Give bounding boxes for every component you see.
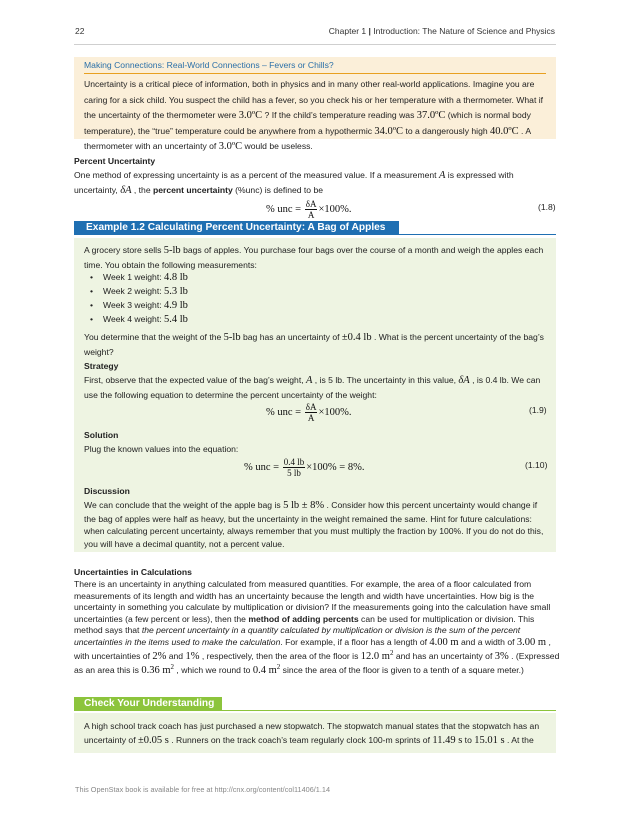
- text-run: ? If the child’s temperature reading was: [262, 110, 417, 120]
- text-run: One method of expressing uncertainty is as a percent of the measured value. If a measurement: [74, 170, 439, 180]
- header-rule: [74, 44, 556, 45]
- text-run: to a dangerously high: [403, 125, 491, 136]
- making-connections-title: Making Connections: Real-World Connections – Fevers or Chills?: [84, 60, 334, 70]
- eq-denominator: 5 lb: [287, 468, 301, 478]
- eq-lhs: % unc =: [266, 406, 304, 418]
- eq-numerator: 0.4 lb: [283, 457, 305, 467]
- example-title-rule: [399, 234, 556, 235]
- percent-uncertainty-heading: Percent Uncertainty: [74, 156, 156, 166]
- bold-term: method of adding percents: [248, 613, 359, 624]
- text-run: First, observe that the expected value of the bag’s weight,: [84, 375, 306, 385]
- check-understanding-text: [84, 719, 550, 748]
- example-title: Example 1.2 Calculating Percent Uncertainty: A Bag of Apples: [74, 221, 399, 235]
- weights-list: [84, 270, 188, 326]
- eq-rhs: ×100%.: [318, 406, 352, 418]
- text-run: can be used for multiplication or division. This method says that: [74, 613, 535, 635]
- text-run: , with uncertainties of: [74, 636, 551, 661]
- text-run: We can conclude that the weight of the apple bag is: [84, 500, 284, 510]
- equation-1-9: [266, 402, 352, 423]
- discussion-heading: Discussion: [84, 486, 130, 496]
- eq-rhs: ×100% = 8%.: [306, 461, 365, 473]
- math-inline: 40.0ºC: [490, 125, 519, 137]
- eq-denominator: A: [307, 210, 315, 220]
- math-inline: 5-lb: [163, 245, 181, 256]
- check-understanding-bar: [74, 697, 556, 711]
- text-run: A grocery store sells: [84, 245, 164, 255]
- equation-1-8: [266, 199, 352, 220]
- check-understanding-title: Check Your Understanding: [74, 697, 222, 711]
- text-run: . Runners on the track coach’s team regularly clock 100-m sprints of: [168, 735, 433, 745]
- math-inline: δA: [458, 375, 470, 386]
- math-inline: 3.0ºC: [238, 110, 263, 121]
- math-inline: 3.0ºC: [218, 141, 243, 152]
- text-run: . Consider how this percent uncertainty would change if the bag of apples were half as heavy, but the uncertainty in the weight remained the same. Hint for future calculations: when calculating percent uncertainty, always remember that you must multiply the fraction by 100%. If you do not do this, you will have a decimal quantity, not a percent value.: [84, 500, 544, 549]
- list-item: [103, 270, 188, 284]
- eq-rhs: ×100%.: [318, 203, 352, 215]
- eq-lhs: % unc =: [244, 461, 282, 473]
- math-inline: 11.49 s: [432, 735, 463, 746]
- math-inline: 0.36 m: [141, 665, 171, 677]
- superscript: 2: [276, 663, 281, 672]
- text-run: , respectively, then the area of the floor is: [199, 650, 361, 661]
- bold-term: percent uncertainty: [152, 185, 233, 195]
- text-run: , the: [131, 185, 153, 195]
- chapter-name: Introduction: The Nature of Science and Physics: [373, 26, 555, 36]
- eq-numerator: δA: [305, 199, 317, 209]
- text-run: , which we round to: [174, 665, 253, 676]
- week-value: 4.8 lb: [163, 272, 188, 283]
- example-intro: [84, 243, 546, 272]
- math-inline: 2%: [152, 650, 167, 662]
- math-inline: ±0.05 s: [137, 735, 169, 746]
- text-run: and a width of: [458, 636, 517, 647]
- math-inline: A: [438, 170, 446, 181]
- text-run: would be useless.: [242, 141, 313, 151]
- making-connections-box: [74, 57, 556, 152]
- equation-number-1-9: (1.9): [529, 405, 547, 415]
- math-inline: ±0.4 lb: [341, 332, 372, 343]
- math-inline: δA: [120, 185, 132, 196]
- solution-text: Plug the known values into the equation:: [84, 444, 239, 454]
- chapter-prefix: Chapter 1: [328, 26, 367, 36]
- chapter-title: [329, 24, 555, 38]
- equation-number-1-8: (1.8): [538, 202, 556, 212]
- list-item: [103, 298, 188, 312]
- uncertainties-calc-text: [74, 579, 560, 677]
- text-run: . A thermometer with an uncertainty of: [84, 125, 531, 151]
- text-run: There is an uncertainty in anything calculated from measured quantities. For example, the area of a floor calculated from measurements of its length and width has an uncertainty because the length and width have uncertainties. How big is the uncertainty in something you calculate by multiplication or division? If the measurements going into the calculation have small uncertainties (a few percent or less), then the: [74, 579, 551, 624]
- text-run: . For example, if a floor has a length of: [280, 636, 430, 647]
- eq-denominator: A: [307, 413, 315, 423]
- strategy-heading: Strategy: [84, 361, 119, 371]
- math-inline: 34.0ºC: [374, 125, 404, 137]
- page-number: 22: [75, 26, 85, 36]
- text-run: is expressed with uncertainty,: [74, 170, 514, 195]
- text-run: . (Expressed as an area this is: [74, 650, 560, 676]
- discussion-text: [84, 499, 550, 550]
- making-connections-text: [84, 77, 546, 155]
- list-item: [103, 284, 188, 298]
- equation-1-10: [244, 457, 364, 478]
- text-run: A high school track coach has just purchased a new stopwatch. The stopwatch manual states that the stopwatch has an uncertainty of: [84, 721, 540, 745]
- week-label: Week 2 weight:: [103, 286, 164, 296]
- math-inline: 0.4 m: [252, 665, 277, 677]
- eq-fraction: [305, 199, 318, 220]
- week-value: 5.3 lb: [163, 286, 188, 297]
- percent-uncertainty-text: [74, 168, 556, 198]
- eq-fraction: [305, 402, 318, 423]
- eq-lhs: % unc =: [266, 203, 304, 215]
- text-run: , is 5 lb. The uncertainty in this value,: [312, 375, 459, 385]
- week-value: 4.9 lb: [163, 300, 188, 311]
- text-run: and has an uncertainty of: [393, 650, 495, 661]
- equation-number-1-10: (1.10): [525, 460, 548, 470]
- week-label: Week 3 weight:: [103, 300, 164, 310]
- strategy-text: [84, 373, 546, 402]
- text-run: . What is the percent uncertainty of the bag’s weight?: [84, 332, 544, 357]
- text-run: bag has an uncertainty of: [240, 332, 342, 342]
- math-inline: 1%: [185, 650, 200, 662]
- text-run: You determine that the weight of the: [84, 332, 224, 342]
- eq-numerator: δA: [305, 402, 317, 412]
- uncertainties-calc-heading: Uncertainties in Calculations: [74, 567, 192, 577]
- text-run: , is 0.4 lb. We can use the following equation to determine the percent uncertainty of the weight:: [84, 375, 541, 400]
- footer-text: This OpenStax book is available for free at http://cnx.org/content/col11406/1.14: [75, 785, 331, 794]
- math-inline: 37.0ºC: [416, 110, 446, 121]
- text-run: and: [166, 650, 186, 661]
- week-label: Week 1 weight:: [103, 272, 164, 282]
- italic-statement: the percent uncertainty in a quantity calculated by multiplication or division is the sum of the percent uncertainties in the items used to make the calculation: [74, 625, 521, 647]
- example-title-bar: [74, 221, 556, 235]
- check-understanding-rule: [222, 710, 556, 711]
- math-inline: 3.00 m: [516, 636, 547, 648]
- superscript: 2: [389, 649, 394, 657]
- week-value: 5.4 lb: [163, 314, 188, 325]
- example-question: [84, 330, 546, 359]
- math-inline: A: [305, 375, 313, 386]
- text-run: to: [462, 735, 475, 745]
- text-run: . At the: [504, 735, 534, 745]
- math-inline: 5 lb ± 8%: [283, 500, 325, 511]
- math-inline: 15.01 s: [474, 735, 505, 746]
- chapter-separator: |: [366, 26, 374, 36]
- math-inline: 5-lb: [223, 332, 241, 343]
- making-connections-title-rule: [84, 73, 546, 74]
- text-run: (which is normal body temperature), the “true” temperature could be anywhere from a hypothermic: [84, 110, 531, 136]
- math-inline: 4.00 m: [429, 636, 459, 648]
- text-run: Uncertainty is a critical piece of information, both in physics and in many other real-world applications. Imagine you are caring for a sick child. You suspect the child has a fever, so you check his or her temperature with a thermometer. What if the uncertainty of the thermometer were: [84, 79, 544, 120]
- math-inline: 12.0 m: [360, 650, 390, 662]
- text-run: since the area of the floor is given to a tenth of a square meter.): [280, 665, 524, 676]
- text-run: bags of apples. You purchase four bags over the course of a month and weigh the apples each time. You obtain the following measurements:: [84, 245, 544, 270]
- solution-heading: Solution: [84, 430, 119, 440]
- list-item: [103, 312, 188, 326]
- math-inline: 3%: [494, 650, 509, 662]
- week-label: Week 4 weight:: [103, 314, 164, 324]
- superscript: 2: [170, 663, 175, 672]
- eq-fraction: [283, 457, 306, 478]
- text-run: (%unc) is defined to be: [232, 185, 324, 195]
